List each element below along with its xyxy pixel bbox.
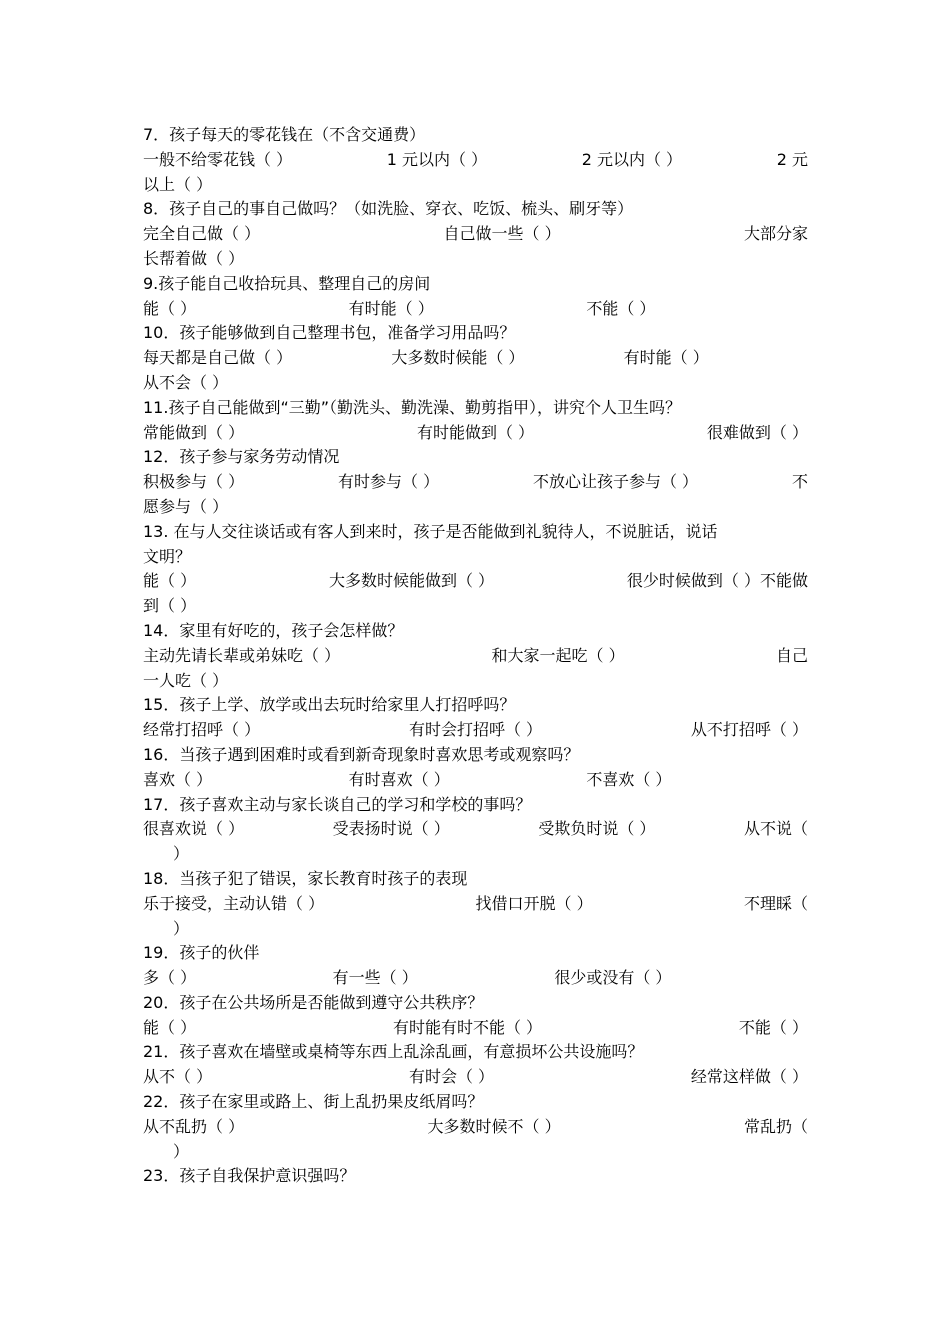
answer-options-row bbox=[143, 495, 808, 520]
question-text: 10．孩子能够做到自己整理书包，准备学习用品吗？ bbox=[143, 323, 516, 343]
question-text: 15．孩子上学、放学或出去玩时给家里人打招呼吗？ bbox=[143, 695, 516, 715]
answer-option: 能（ ） bbox=[143, 1017, 197, 1037]
answer-option: 大多数时候不（ ） bbox=[427, 1116, 561, 1136]
answer-option: 受表扬时说（ ） bbox=[332, 819, 450, 839]
answer-option: 到（ ） bbox=[143, 596, 197, 616]
answer-option: 大多数时候能（ ） bbox=[391, 348, 525, 368]
questionnaire bbox=[143, 123, 808, 1189]
answer-options-row bbox=[143, 470, 808, 495]
question-text: 11.孩子自己能做到“三勤”（勤洗头、勤洗澡、勤剪指甲），讲究个人卫生吗？ bbox=[143, 397, 682, 417]
answer-option: 常能做到（ ） bbox=[143, 422, 245, 442]
answer-options-row bbox=[143, 222, 808, 247]
question-text: 13. 在与人交往谈话或有客人到来时，孩子是否能做到礼貌待人，不说脏话，说话 bbox=[143, 521, 718, 541]
answer-option: ） bbox=[173, 918, 190, 938]
answer-options-row bbox=[143, 594, 808, 619]
answer-options-row bbox=[143, 768, 808, 793]
answer-option: 从不乱扔（ ） bbox=[143, 1116, 245, 1136]
answer-option: 有时能做到（ ） bbox=[416, 422, 535, 442]
question-text: 23．孩子自我保护意识强吗？ bbox=[143, 1166, 356, 1186]
answer-option: 以上（ ） bbox=[143, 174, 213, 194]
answer-option: 乐于接受，主动认错（ ） bbox=[143, 893, 325, 913]
answer-option: 受欺负时说（ ） bbox=[538, 819, 656, 839]
answer-option: 积极参与（ ） bbox=[143, 472, 245, 492]
answer-option: 主动先请长辈或弟妹吃（ ） bbox=[143, 645, 341, 665]
answer-option: 很少时候做到（ ）不能做 bbox=[626, 571, 808, 591]
answer-options-row bbox=[143, 371, 808, 396]
answer-option: 有时会打招呼（ ） bbox=[408, 720, 543, 740]
answer-options-row bbox=[143, 966, 808, 991]
answer-option: 能（ ） bbox=[143, 298, 197, 318]
answer-option: 喜欢（ ） bbox=[143, 769, 213, 789]
question-text: 19．孩子的伙伴 bbox=[143, 943, 260, 963]
answer-options-row bbox=[143, 842, 808, 867]
answer-option: 常乱扔（ bbox=[743, 1116, 808, 1136]
question-text: 7．孩子每天的零花钱在（不含交通费） bbox=[143, 125, 426, 144]
answer-options-row bbox=[143, 247, 808, 272]
answer-options-row bbox=[143, 421, 808, 446]
answer-option: 自己做一些（ ） bbox=[443, 224, 561, 244]
answer-option: 有时参与（ ） bbox=[337, 472, 440, 492]
answer-option: 从不（ ） bbox=[143, 1067, 213, 1087]
question-text: 12．孩子参与家务劳动情况 bbox=[143, 447, 340, 467]
answer-options-row bbox=[143, 346, 808, 371]
answer-option: 大多数时候能做到（ ） bbox=[328, 571, 495, 591]
answer-options-row bbox=[143, 545, 808, 570]
answer-options-row bbox=[143, 148, 808, 173]
answer-option: 不 bbox=[791, 472, 808, 492]
question-text: 8．孩子自己的事自己做吗？（如洗脸、穿衣、吃饭、梳头、刷牙等） bbox=[143, 199, 634, 219]
question-text: 21．孩子喜欢在墙壁或桌椅等东西上乱涂乱画，有意损坏公共设施吗？ bbox=[143, 1042, 644, 1062]
answer-option: 大部分家 bbox=[743, 224, 808, 244]
answer-option: 一人吃（ ） bbox=[143, 670, 229, 690]
answer-option: 有时喜欢（ ） bbox=[348, 769, 450, 789]
answer-options-row bbox=[143, 1065, 808, 1090]
answer-option: 找借口开脱（ ） bbox=[475, 893, 593, 913]
answer-option: 不放心让孩子参与（ ） bbox=[532, 472, 699, 492]
answer-options-row bbox=[143, 817, 808, 842]
answer-option: 和大家一起吃（ ） bbox=[491, 645, 625, 665]
answer-option: 多（ ） bbox=[143, 968, 197, 988]
question-text: 14．家里有好吃的，孩子会怎样做？ bbox=[143, 620, 404, 640]
answer-option: 有时能（ ） bbox=[623, 348, 709, 368]
answer-option: 从不打招呼（ ） bbox=[690, 720, 808, 740]
question-text: 22．孩子在家里或路上、街上乱扔果皮纸屑吗？ bbox=[143, 1092, 484, 1112]
answer-option: 1 元以内（ ） bbox=[386, 149, 488, 169]
answer-option: 有时能（ ） bbox=[348, 298, 434, 318]
question-text: 9.孩子能自己收拾玩具、整理自己的房间 bbox=[143, 273, 431, 293]
answer-options-row bbox=[143, 297, 808, 322]
answer-option: 2 元以内（ ） bbox=[581, 149, 683, 169]
answer-option: 有时会（ ） bbox=[408, 1067, 495, 1087]
answer-option: 不能（ ） bbox=[586, 298, 656, 318]
answer-option: 很喜欢说（ ） bbox=[143, 819, 245, 839]
answer-options-row bbox=[143, 1016, 808, 1041]
question-text: 16．当孩子遇到困难时或看到新奇现象时喜欢思考或观察吗？ bbox=[143, 744, 580, 764]
question-text: 17．孩子喜欢主动与家长谈自己的学习和学校的事吗？ bbox=[143, 794, 532, 814]
answer-options-row bbox=[143, 718, 808, 743]
answer-option: 文明？ bbox=[143, 546, 192, 566]
answer-option: 从不会（ ） bbox=[143, 372, 229, 392]
answer-option: 自己 bbox=[775, 645, 808, 665]
answer-option: 完全自己做（ ） bbox=[143, 224, 261, 244]
answer-options-row bbox=[143, 644, 808, 669]
answer-option: ） bbox=[173, 844, 190, 864]
answer-option: 能（ ） bbox=[143, 571, 197, 591]
answer-option: 不喜欢（ ） bbox=[586, 769, 672, 789]
answer-option: 很难做到（ ） bbox=[706, 422, 808, 442]
answer-option: 经常这样做（ ） bbox=[690, 1067, 808, 1087]
answer-options-row bbox=[143, 892, 808, 917]
answer-option: 一般不给零花钱（ ） bbox=[143, 149, 293, 169]
answer-options-row bbox=[143, 569, 808, 594]
answer-option: 不理睬（ bbox=[743, 893, 808, 913]
answer-options-row bbox=[143, 1115, 808, 1140]
answer-option: 2 元 bbox=[776, 149, 808, 169]
answer-option: 愿参与（ ） bbox=[143, 496, 229, 516]
answer-option: ） bbox=[173, 1141, 190, 1161]
question-text: 18．当孩子犯了错误，家长教育时孩子的表现 bbox=[143, 868, 468, 888]
answer-options-row bbox=[143, 1140, 808, 1165]
answer-option: 经常打招呼（ ） bbox=[143, 720, 261, 740]
question-text: 20．孩子在公共场所是否能做到遵守公共秩序？ bbox=[143, 992, 484, 1012]
answer-option: 很少或没有（ ） bbox=[554, 968, 672, 988]
answer-option: 不能（ ） bbox=[738, 1017, 808, 1037]
answer-option: 有一些（ ） bbox=[332, 968, 418, 988]
answer-options-row bbox=[143, 669, 808, 694]
answer-option: 长帮着做（ ） bbox=[143, 248, 245, 268]
answer-option: 从不说（ bbox=[743, 819, 808, 839]
answer-option: 每天都是自己做（ ） bbox=[143, 348, 293, 368]
answer-options-row bbox=[143, 173, 808, 198]
answer-option: 有时能有时不能（ ） bbox=[392, 1017, 543, 1037]
answer-options-row bbox=[143, 917, 808, 942]
